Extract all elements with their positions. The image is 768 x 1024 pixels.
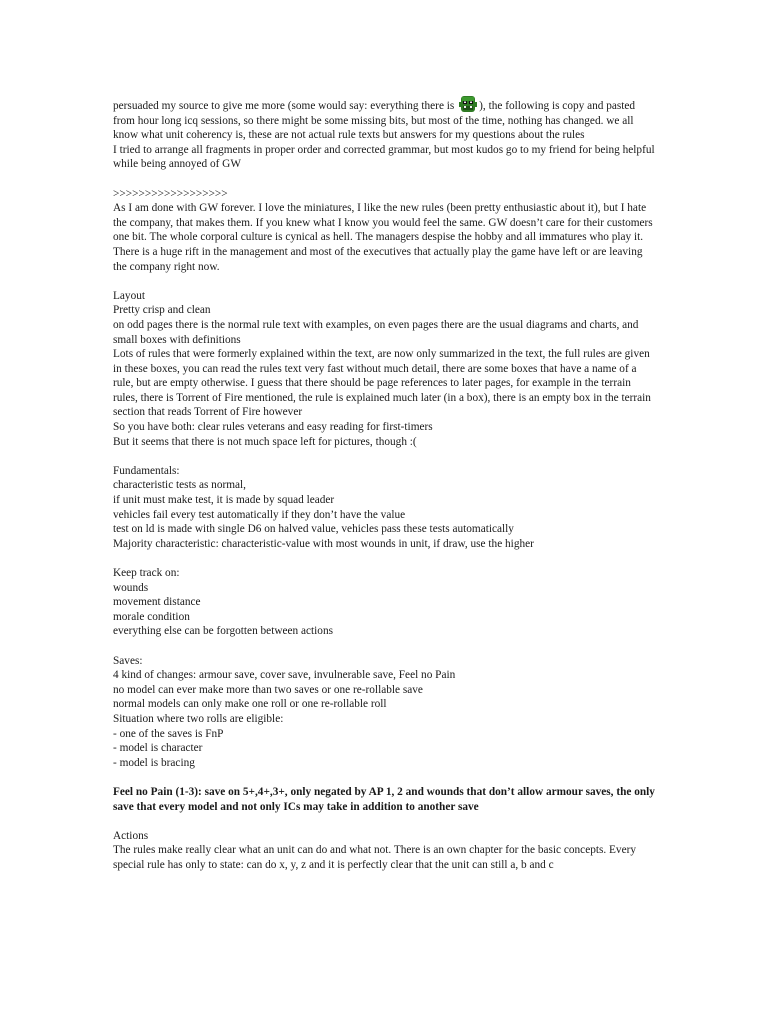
keep-track-heading: Keep track on: [113, 567, 180, 579]
spacer [113, 172, 658, 187]
intro-text-before-icon: persuaded my source to give me more (some would say: everything there is [113, 100, 458, 112]
layout-line: But it seems that there is not much space left for pictures, though :( [113, 435, 417, 448]
feel-no-pain-rule: Feel no Pain (1-3): save on 5+,4+,3+, only negated by AP 1, 2 and wounds that don’t allow armour saves, the only save that every model and not only ICs may take in addition to another save [113, 785, 655, 813]
spacer [113, 551, 658, 566]
spacer [113, 274, 658, 289]
intro-paragraph [113, 95, 658, 143]
saves-line: normal models can only make one roll or one re-rollable roll [113, 698, 387, 711]
saves-line: - model is character [113, 742, 203, 755]
layout-heading: Layout [113, 289, 145, 302]
fundamentals-heading: Fundamentals: [113, 464, 180, 477]
intro-line-2: I tried to arrange all fragments in proper order and corrected grammar, but most kudos go to my friend for being helpful while being annoyed of GW [113, 143, 655, 171]
saves-line: 4 kind of changes: armour save, cover save, invulnerable save, Feel no Pain [113, 669, 456, 682]
layout-line: Pretty crisp and clean [113, 304, 211, 317]
saves-heading: Saves: [113, 654, 143, 667]
fundamentals-line: if unit must make test, it is made by squad leader [113, 494, 335, 507]
green-orc-emoticon-icon [458, 95, 478, 113]
keep-track-line: morale condition [113, 610, 190, 623]
fundamentals-line: Majority characteristic: characteristic-value with most wounds in unit, if draw, use the higher [113, 537, 534, 550]
layout-line: on odd pages there is the normal rule text with examples, on even pages there are the usual diagrams and charts, and small boxes with definitions [113, 318, 639, 346]
rant-paragraph: As I am done with GW forever. I love the miniatures, I like the new rules (been pretty enthusiastic about it), but I hate the company, that makes them. If you knew what I know you would feel the same. GW doesn’t care for their customers one bit. The whole corporal culture is cynical as hell. The managers despise the hobby and all immatures who play it. There is a huge rift in the management and most of the executives that actually play the game have left or are leaving the company right now. [113, 202, 653, 273]
document-page [113, 95, 658, 872]
saves-line: Situation where two rolls are eligible: [113, 712, 284, 725]
rant-marker: >>>>>>>>>>>>>>>>>> [113, 187, 228, 200]
fundamentals-line: test on ld is made with single D6 on halved value, vehicles pass these tests automatically [113, 523, 514, 536]
actions-paragraph: The rules make really clear what an unit can do and what not. There is an own chapter for the basic concepts. Every special rule has only to state: can do x, y, z and it is perfectly clear that the unit can still a, b and c [113, 844, 637, 871]
spacer [113, 449, 658, 464]
spacer [113, 770, 658, 785]
layout-line: So you have both: clear rules veterans and easy reading for first-timers [113, 421, 433, 434]
keep-track-line: everything else can be forgotten between actions [113, 625, 333, 638]
saves-line: no model can ever make more than two saves or one re-rollable save [113, 683, 423, 696]
actions-heading: Actions [113, 829, 149, 842]
saves-line: - one of the saves is FnP [113, 727, 224, 740]
saves-line: - model is bracing [113, 756, 195, 769]
spacer [113, 639, 658, 654]
intro-text-after-icon: ), the following is copy and pasted from hour long icq sessions, so there might be some missing bits, but most of the time, nothing has changed. we all know what unit coherency is, these are not actual rule texts but answers for my questions about the rules [113, 100, 636, 142]
fundamentals-line: vehicles fail every test automatically if they don’t have the value [113, 508, 406, 521]
keep-track-line: wounds [113, 581, 149, 594]
layout-line: Lots of rules that were formerly explained within the text, are now only summarized in the text, the full rules are given in these boxes, you can read the rules text very fast without much detail, there are some boxes that have a name of a rule, but are empty otherwise. I guess that there should be page references to later pages, for example in the terrain rules, there is Torrent of Fire mentioned, the rule is explained much later (in a box), there is an empty box in the terrain section that reads Torrent of Fire however [113, 348, 651, 419]
keep-track-line: movement distance [113, 596, 201, 609]
fundamentals-line: characteristic tests as normal, [113, 479, 246, 492]
spacer [113, 814, 658, 829]
